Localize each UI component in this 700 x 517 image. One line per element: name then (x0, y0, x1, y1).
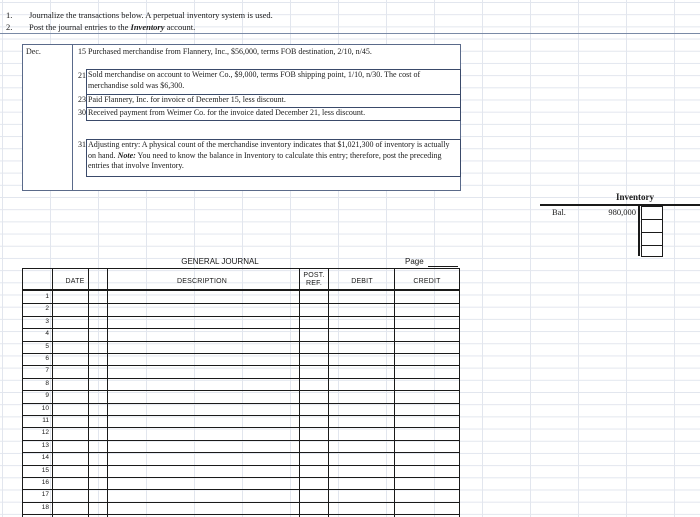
journal-row-number: 11 (42, 417, 49, 424)
journal-row[interactable] (22, 341, 460, 353)
instruction-number-1: 1. (6, 10, 13, 20)
transaction-day-15: 15 (78, 47, 86, 56)
journal-row[interactable] (22, 378, 460, 390)
journal-row-number: 14 (41, 454, 49, 462)
journal-row-number: 3 (45, 317, 49, 325)
transaction-text-23: Paid Flannery, Inc. for invoice of December 15, less discount. (88, 95, 286, 104)
journal-row-number: 18 (41, 503, 49, 511)
journal-row[interactable] (22, 353, 460, 365)
header-description: DESCRIPTION (176, 278, 228, 285)
journal-row-number: 2 (45, 305, 49, 313)
journal-row[interactable] (22, 403, 460, 415)
instruction-line-2: Post the journal entries to the Inventory account. (29, 22, 196, 32)
journal-title: GENERAL JOURNAL (181, 257, 259, 266)
journal-row[interactable] (22, 328, 460, 340)
inventory-bal-value: 980,000 (608, 207, 636, 217)
transaction-text-15: Purchased merchandise from Flannery, Inc., $56,000, terms FOB destination, 2/10, n/45. (88, 47, 372, 56)
journal-page-label: Page (405, 257, 424, 266)
transactions-month: Dec. (26, 47, 41, 56)
journal-row-number: 5 (45, 342, 49, 350)
header-credit: CREDIT (413, 278, 441, 285)
journal-row[interactable] (22, 427, 460, 439)
instruction-number-2: 2. (6, 22, 13, 32)
journal-row[interactable] (22, 365, 460, 377)
journal-row[interactable] (22, 489, 460, 501)
journal-row-number: 4 (45, 330, 49, 338)
inventory-credit-input-1[interactable] (641, 206, 663, 220)
journal-row[interactable] (22, 303, 460, 315)
journal-row[interactable] (22, 465, 460, 477)
instruction-emphasis: Inventory (130, 22, 165, 32)
journal-row-number: 7 (45, 367, 49, 375)
journal-row[interactable] (22, 440, 460, 452)
instruction-line-1: Journalize the transactions below. A perpetual inventory system is used. (29, 10, 273, 20)
inventory-credit-input-3[interactable] (641, 232, 663, 246)
header-post-ref: POST. REF. (303, 272, 325, 287)
journal-row-number: 16 (41, 479, 49, 486)
journal-row-number: 12 (41, 429, 49, 437)
journal-row[interactable] (22, 452, 460, 464)
journal-row[interactable] (22, 415, 460, 427)
transaction-text-30: Received payment from Weimer Co. for the invoice dated December 21, less discount. (88, 108, 366, 117)
journal-row-number: 13 (41, 441, 49, 449)
transaction-day-30: 30 (78, 108, 86, 117)
transaction-day-31: 31 (78, 140, 86, 149)
transaction-day-21: 21 (78, 71, 86, 80)
adjusting-entry-text: Adjusting entry: A physical count of the merchandise inventory indicates that $1,021,300 of inventory is actually on hand. Note: You need to know the balance in Inventory to calculate this entry; therefore, post the preceding entries that involve Inventory. (88, 140, 450, 170)
header-debit: DEBIT (351, 278, 373, 285)
transaction-day-23: 23 (78, 95, 86, 104)
transactions (22, 44, 460, 190)
journal-row[interactable] (22, 390, 460, 402)
journal-row-number: 17 (41, 491, 49, 499)
journal-row-number: 15 (41, 466, 49, 474)
journal-row[interactable] (22, 477, 460, 489)
inventory-t-bar (540, 204, 700, 206)
journal-row[interactable] (22, 291, 460, 303)
journal-row-number: 6 (45, 355, 49, 362)
header-date: DATE (65, 278, 85, 285)
journal-row-number: 1 (45, 293, 49, 300)
note-label: Note: (117, 150, 136, 160)
inventory-t-stem (638, 204, 640, 256)
inventory-title: Inventory (616, 192, 654, 202)
inventory-credit-input-4[interactable] (641, 245, 663, 257)
journal-row-number: 9 (45, 392, 49, 400)
transaction-text-21: Sold merchandise on account to Weimer Co., $9,000, terms FOB shipping point, 1/10, n/30. The cost of merchandise sold was $6,300. (88, 70, 421, 90)
inventory-credit-input-2[interactable] (641, 219, 663, 233)
inventory-bal-label: Bal. (552, 207, 566, 217)
journal-row[interactable] (22, 502, 460, 514)
journal-row-number: 10 (41, 404, 49, 412)
journal-page-input[interactable] (428, 266, 458, 267)
journal-row[interactable] (22, 316, 460, 328)
journal-row-number: 8 (45, 379, 49, 387)
general-journal (22, 268, 459, 517)
